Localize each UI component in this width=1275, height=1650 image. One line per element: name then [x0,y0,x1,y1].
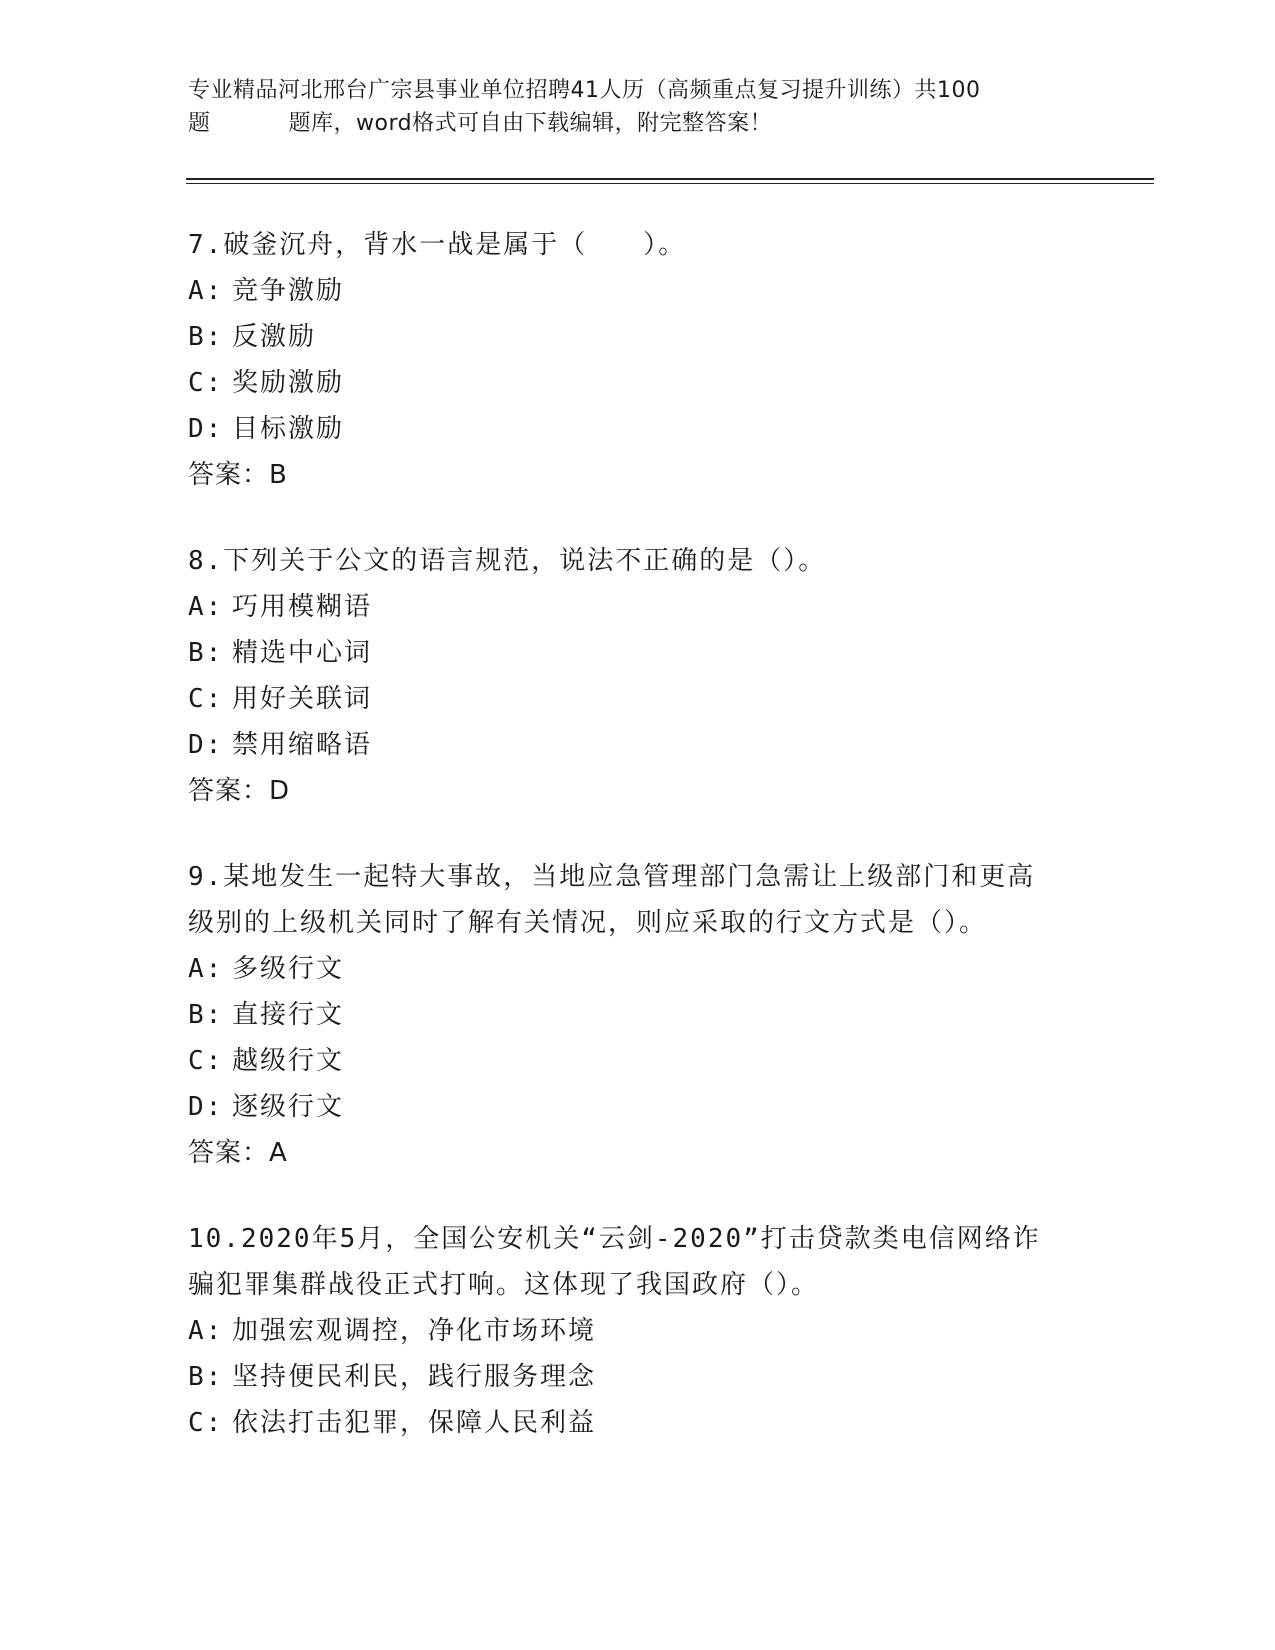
option-c: C: 用好关联词 [188,684,373,714]
header-line-1: 专业精品河北邢台广宗县事业单位招聘41人历（高频重点复习提升训练）共100 [188,78,981,103]
question-text-line-2: 级别的上级机关同时了解有关情况，则应采取的行文方式是（）。 [188,908,988,938]
document-header [188,74,1088,140]
option-d: D: 禁用缩略语 [188,730,373,760]
header-line-2 [188,107,1088,140]
option-c: C: 奖励激励 [188,368,345,398]
option-b: B: 反激励 [188,322,317,352]
header-line-2-start: 题 [188,111,211,136]
answer: 答案：A [188,1138,288,1168]
question-9 [188,854,1088,1176]
question-text-line-1: 10.2020年5月，全国公安机关“云剑-2020”打击贷款类电信网络诈 [188,1224,1041,1254]
option-b: B: 精选中心词 [188,638,373,668]
option-b: B: 坚持便民利民，践行服务理念 [188,1362,597,1392]
header-divider-thin [186,183,1154,184]
option-a: A: 多级行文 [188,954,345,984]
option-a: A: 巧用模糊语 [188,592,373,622]
question-10 [188,1216,1088,1446]
option-a: A: 加强宏观调控，净化市场环境 [188,1316,597,1346]
question-7 [188,222,1088,498]
option-c: C: 越级行文 [188,1046,345,1076]
option-b: B: 直接行文 [188,1000,345,1030]
option-c: C: 依法打击犯罪，保障人民利益 [188,1408,597,1438]
question-text-line-1: 9.某地发生一起特大事故，当地应急管理部门急需让上级部门和更高 [188,862,1036,892]
header-line-2-end: 题库，word格式可自由下载编辑，附完整答案！ [288,111,773,136]
option-d: D: 逐级行文 [188,1092,345,1122]
answer: 答案：B [188,460,288,490]
answer: 答案：D [188,776,291,806]
option-a: A: 竞争激励 [188,276,345,306]
question-8 [188,538,1088,814]
question-text: 8.下列关于公文的语言规范，说法不正确的是（）。 [188,546,827,576]
header-divider-thick [186,178,1154,180]
question-text-line-2: 骗犯罪集群战役正式打响。这体现了我国政府（）。 [188,1270,820,1300]
question-text: 7.破釜沉舟，背水一战是属于（ ）。 [188,230,687,260]
option-d: D: 目标激励 [188,414,345,444]
